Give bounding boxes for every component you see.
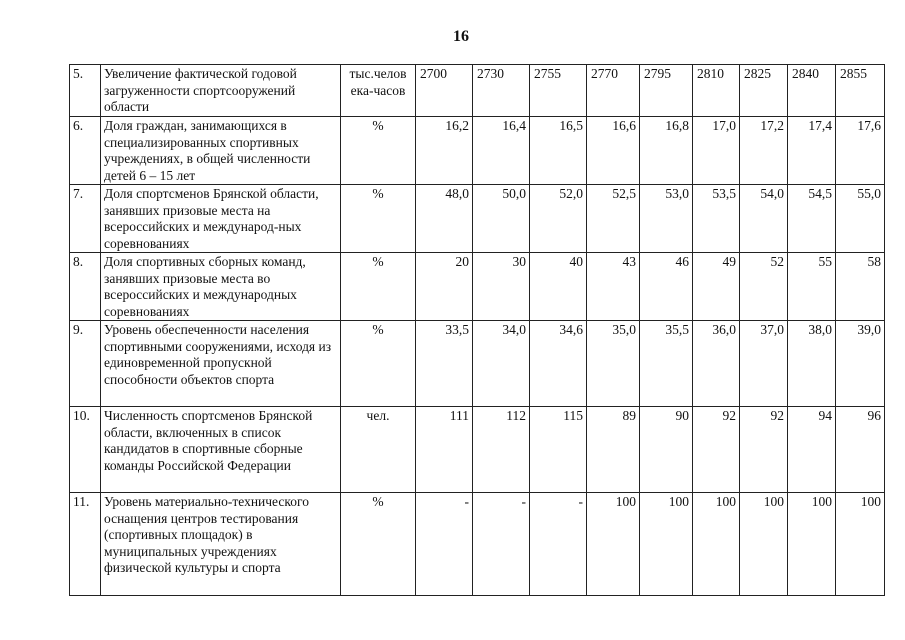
value-cell: 20 [416,253,473,321]
value-cell: 36,0 [693,321,740,407]
value-cell: 2825 [740,65,788,117]
value-cell: 52 [740,253,788,321]
value-cell: 39,0 [836,321,885,407]
value-cell: - [473,493,530,596]
table-row [70,185,885,253]
value-cell: 33,5 [416,321,473,407]
unit-cell: чел. [341,407,416,493]
value-cell: 100 [788,493,836,596]
value-cell: 17,2 [740,117,788,185]
value-cell: 96 [836,407,885,493]
indicator-name: Уровень обеспеченности населения спортивными сооружениями, исходя из единовременной пропускной способности объектов спорта [101,321,341,407]
unit-cell: тыс.челов ека-часов [341,65,416,117]
row-number: 6. [70,117,101,185]
value-cell: 100 [693,493,740,596]
value-cell: 55,0 [836,185,885,253]
value-cell: 17,4 [788,117,836,185]
indicator-name: Доля спортивных сборных команд, занявших призовые места во всероссийских и международных соревнованиях [101,253,341,321]
row-number: 7. [70,185,101,253]
value-cell: 58 [836,253,885,321]
row-number: 5. [70,65,101,117]
value-cell: 48,0 [416,185,473,253]
value-cell: 50,0 [473,185,530,253]
indicator-name: Увеличение фактической годовой загруженности спортсооружений области [101,65,341,117]
table-row [70,493,885,596]
value-cell: 38,0 [788,321,836,407]
table-row [70,65,885,117]
value-cell: 55 [788,253,836,321]
value-cell: 49 [693,253,740,321]
value-cell: - [416,493,473,596]
value-cell: 112 [473,407,530,493]
value-cell: 89 [587,407,640,493]
value-cell: 2810 [693,65,740,117]
value-cell: 2770 [587,65,640,117]
value-cell: - [530,493,587,596]
value-cell: 46 [640,253,693,321]
value-cell: 100 [836,493,885,596]
unit-cell: % [341,117,416,185]
row-number: 10. [70,407,101,493]
value-cell: 100 [740,493,788,596]
unit-cell: % [341,493,416,596]
value-cell: 35,5 [640,321,693,407]
value-cell: 54,0 [740,185,788,253]
indicator-name: Доля граждан, занимающихся в специализированных спортивных учреждениях, в общей численности детей 6 – 15 лет [101,117,341,185]
value-cell: 92 [740,407,788,493]
value-cell: 52,5 [587,185,640,253]
value-cell: 2840 [788,65,836,117]
value-cell: 34,0 [473,321,530,407]
page-number: 16 [453,28,469,45]
table-row [70,253,885,321]
value-cell: 100 [640,493,693,596]
value-cell: 17,6 [836,117,885,185]
row-number: 11. [70,493,101,596]
value-cell: 37,0 [740,321,788,407]
unit-cell: % [341,185,416,253]
indicator-name: Уровень материально-технического оснащения центров тестирования (спортивных площадок) в муниципальных учреждениях физической культуры и спорта [101,493,341,596]
value-cell: 17,0 [693,117,740,185]
value-cell: 16,4 [473,117,530,185]
value-cell: 115 [530,407,587,493]
value-cell: 16,6 [587,117,640,185]
value-cell: 2795 [640,65,693,117]
indicator-name: Доля спортсменов Брянской области, занявших призовые места на всероссийских и международ-ных соревнованиях [101,185,341,253]
indicator-name: Численность спортсменов Брянской области, включенных в список кандидатов в спортивные сборные команды Российской Федерации [101,407,341,493]
indicators-table [69,64,885,596]
value-cell: 2755 [530,65,587,117]
value-cell: 92 [693,407,740,493]
unit-cell: % [341,253,416,321]
row-number: 8. [70,253,101,321]
row-number: 9. [70,321,101,407]
value-cell: 30 [473,253,530,321]
value-cell: 53,5 [693,185,740,253]
value-cell: 54,5 [788,185,836,253]
value-cell: 111 [416,407,473,493]
value-cell: 43 [587,253,640,321]
table-row [70,407,885,493]
unit-cell: % [341,321,416,407]
table-row [70,321,885,407]
value-cell: 40 [530,253,587,321]
value-cell: 16,8 [640,117,693,185]
value-cell: 94 [788,407,836,493]
table-row [70,117,885,185]
value-cell: 53,0 [640,185,693,253]
value-cell: 34,6 [530,321,587,407]
value-cell: 100 [587,493,640,596]
value-cell: 2855 [836,65,885,117]
value-cell: 16,2 [416,117,473,185]
value-cell: 35,0 [587,321,640,407]
value-cell: 16,5 [530,117,587,185]
value-cell: 52,0 [530,185,587,253]
value-cell: 90 [640,407,693,493]
value-cell: 2700 [416,65,473,117]
value-cell: 2730 [473,65,530,117]
